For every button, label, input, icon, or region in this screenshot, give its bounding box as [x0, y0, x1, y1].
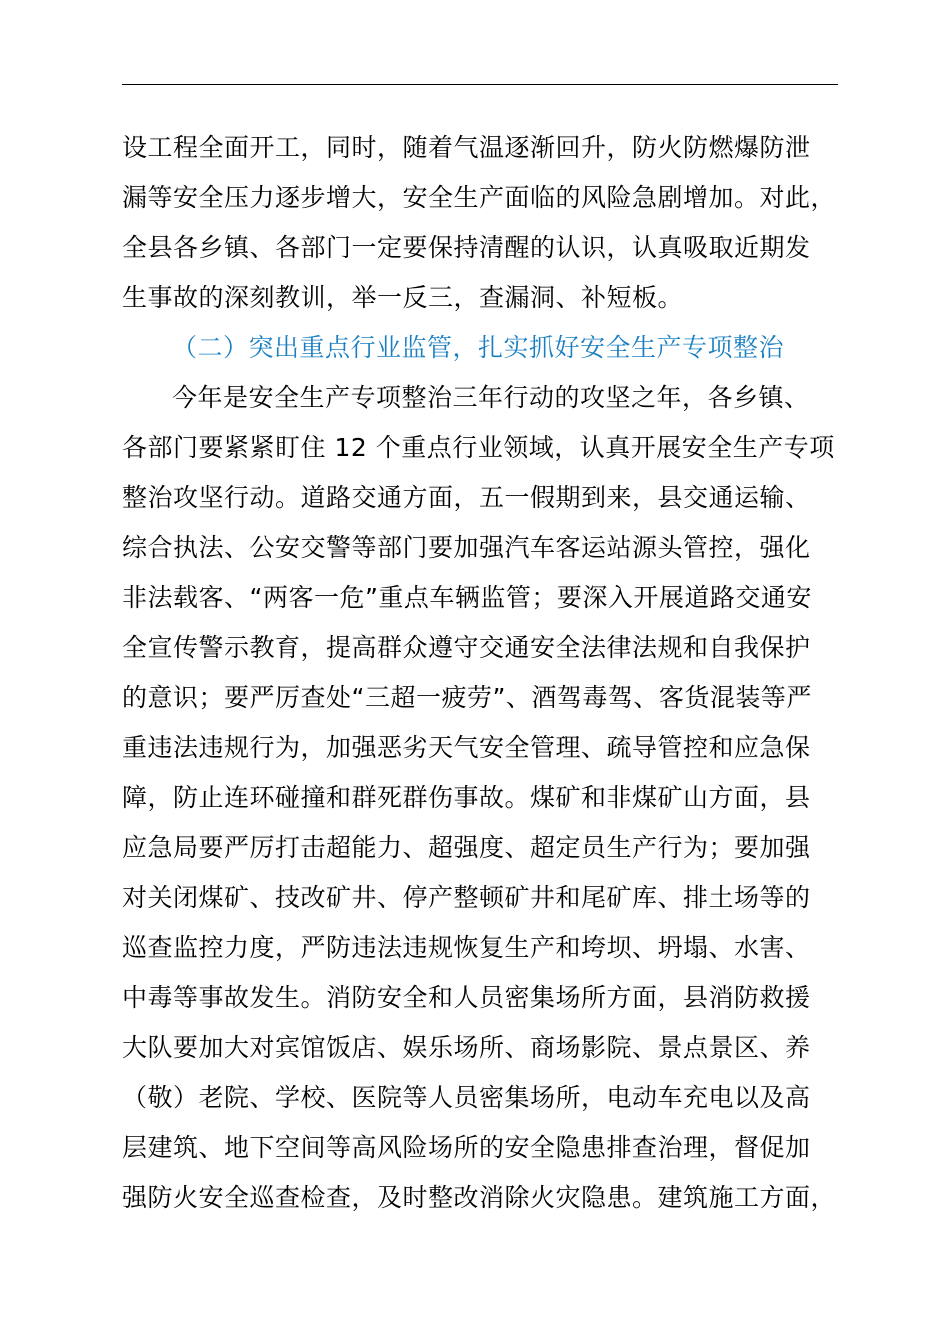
body-line: 层建筑、地下空间等高风险场所的安全隐患排查治理，督促加: [122, 1133, 811, 1162]
body-line: 设工程全面开工，同时，随着气温逐渐回升，防火防燃爆防泄: [122, 133, 811, 162]
body-line: 漏等安全压力逐步增大，安全生产面临的风险急剧增加。对此，: [122, 183, 837, 212]
body-line: 障，防止连环碰撞和群死群伤事故。煤矿和非煤矿山方面，县: [122, 783, 811, 812]
body-line: 综合执法、公安交警等部门要加强汽车客运站源头管控，强化: [122, 533, 811, 562]
body-line: 各部门要紧紧盯住 12 个重点行业领域，认真开展安全生产专项: [122, 433, 835, 462]
body-line: 应急局要严厉打击超能力、超强度、超定员生产行为；要加强: [122, 833, 811, 862]
body-line: 中毒等事故发生。消防安全和人员密集场所方面，县消防救援: [122, 983, 811, 1012]
body-line: 非法载客、“两客一危”重点车辆监管；要深入开展道路交通安: [122, 583, 812, 612]
section-heading: （二）突出重点行业监管，扎实抓好安全生产专项整治: [172, 333, 785, 362]
body-line: 大队要加大对宾馆饭店、娱乐场所、商场影院、景点景区、养: [122, 1033, 811, 1062]
body-line: 对关闭煤矿、技改矿井、停产整顿矿井和尾矿库、排土场等的: [122, 883, 811, 912]
body-line: 重违法违规行为，加强恶劣天气安全管理、疏导管控和应急保: [122, 733, 811, 762]
body-line: 巡查监控力度，严防违法违规恢复生产和垮坝、坍塌、水害、: [122, 933, 811, 962]
body-line: 生事故的深刻教训，举一反三，查漏洞、补短板。: [122, 283, 684, 312]
body-line: （敬）老院、学校、医院等人员密集场所，电动车充电以及高: [122, 1083, 811, 1112]
body-line: 的意识；要严厉查处“三超一疲劳”、酒驾毒驾、客货混装等严: [122, 683, 812, 712]
body-line: 强防火安全巡查检查，及时整改消除火灾隐患。建筑施工方面，: [122, 1183, 837, 1212]
body-line: 全宣传警示教育，提高群众遵守交通安全法律法规和自我保护: [122, 633, 811, 662]
body-line: 今年是安全生产专项整治三年行动的攻坚之年，各乡镇、: [172, 383, 810, 412]
body-line: 整治攻坚行动。道路交通方面，五一假期到来，县交通运输、: [122, 483, 811, 512]
body-line: 全县各乡镇、各部门一定要保持清醒的认识，认真吸取近期发: [122, 233, 811, 262]
header-rule: [122, 84, 838, 85]
